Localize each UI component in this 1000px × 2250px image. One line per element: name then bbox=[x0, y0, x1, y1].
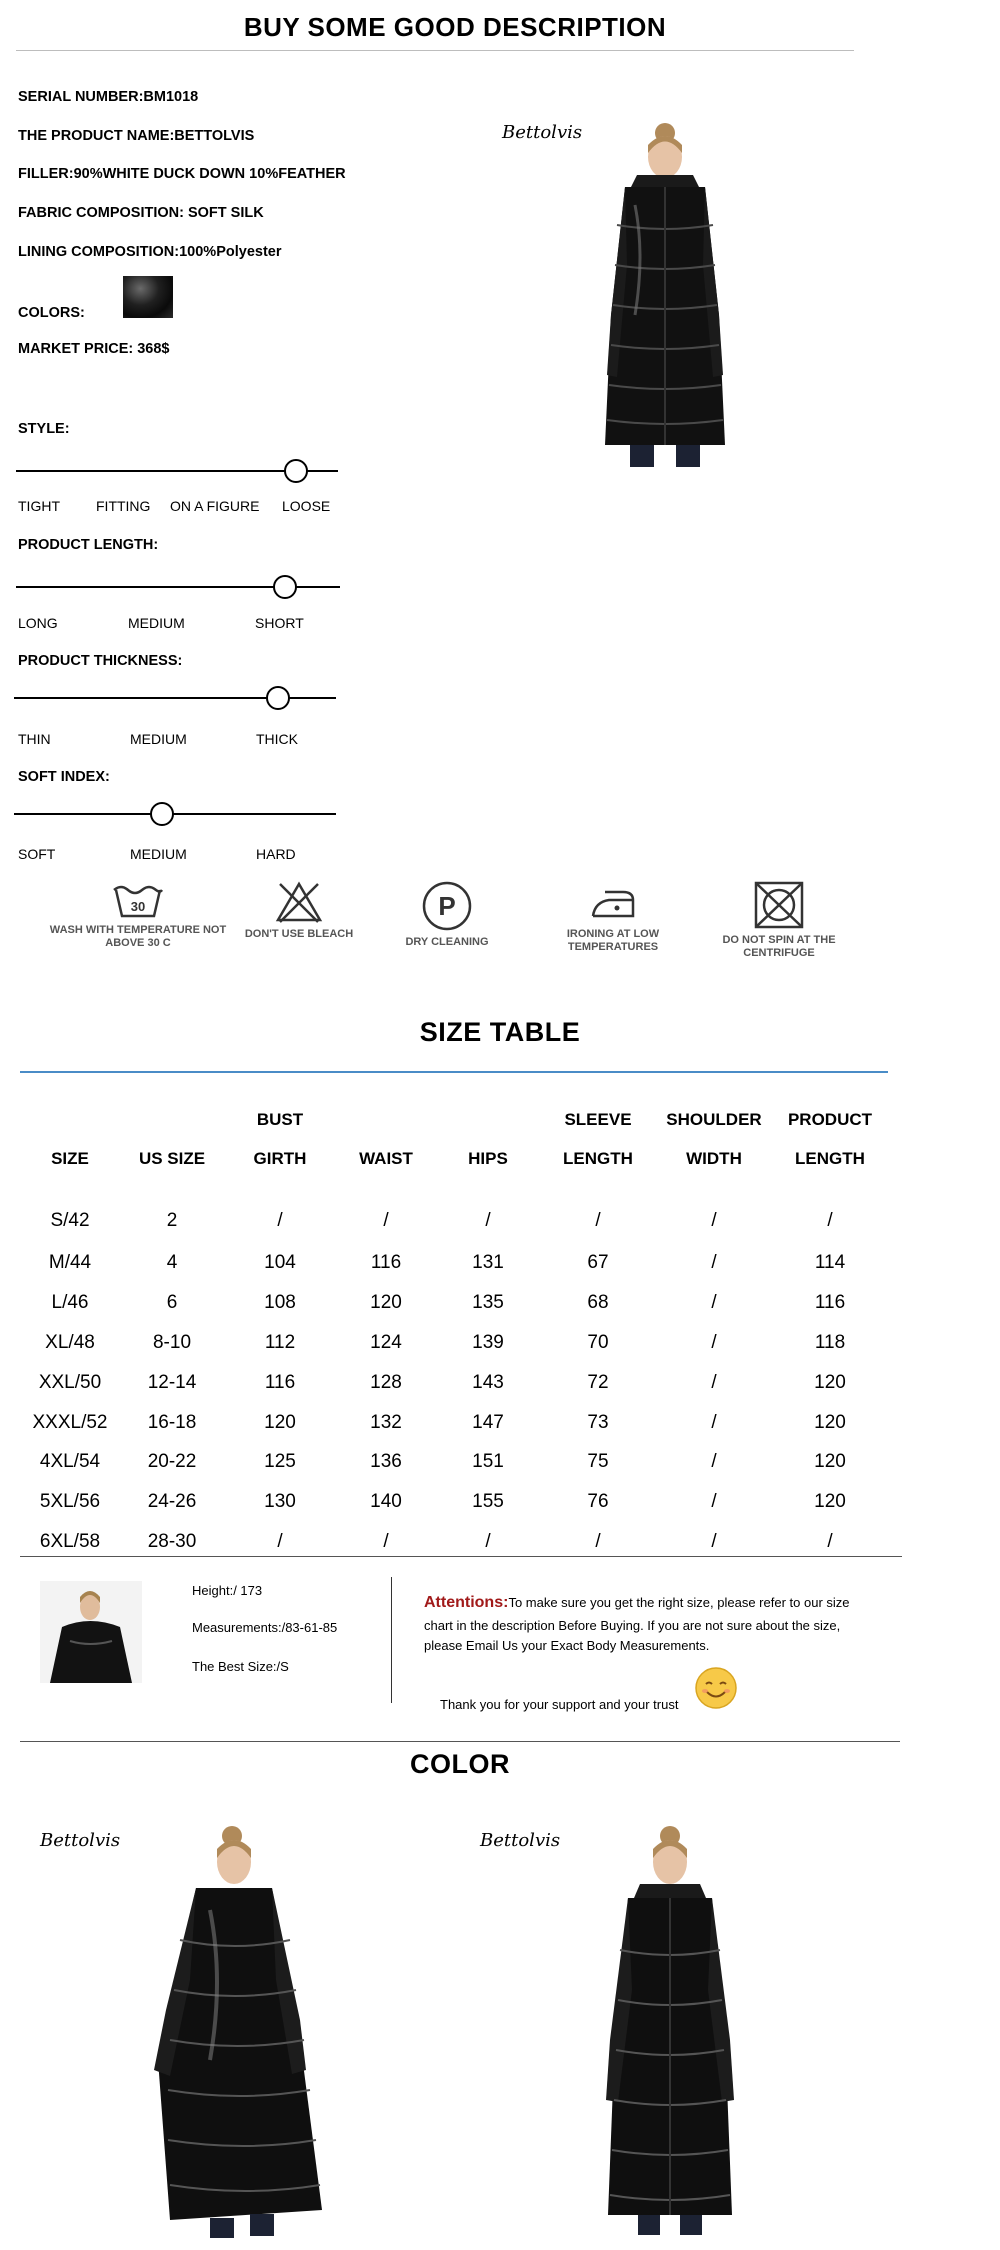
table-cell: / bbox=[711, 1332, 717, 1353]
length-tick: LONG bbox=[18, 615, 58, 631]
table-cell: 116 bbox=[370, 1252, 402, 1273]
table-cell: 120 bbox=[264, 1412, 296, 1433]
table-cell: 4XL/54 bbox=[39, 1451, 101, 1472]
care-spin bbox=[714, 880, 844, 960]
length-tick: SHORT bbox=[255, 615, 304, 631]
table-cell: / bbox=[711, 1292, 717, 1313]
brand-logo: Bettolvis bbox=[480, 1830, 561, 1851]
no-tumble-icon bbox=[753, 880, 805, 930]
table-cell: 116 bbox=[264, 1372, 296, 1393]
attention-line: chart in the description Before Buying. If you are not sure about the size, bbox=[424, 1617, 841, 1633]
table-cell: 4 bbox=[166, 1252, 178, 1273]
size-table-rule bbox=[20, 1071, 888, 1073]
table-cell: 116 bbox=[814, 1292, 846, 1313]
style-tick: TIGHT bbox=[18, 498, 60, 514]
attention-label: Attentions: bbox=[424, 1594, 509, 1611]
table-cell: 140 bbox=[370, 1491, 402, 1512]
table-cell: / bbox=[711, 1210, 717, 1231]
table-header: PRODUCT bbox=[787, 1110, 873, 1129]
table-cell: 120 bbox=[814, 1372, 846, 1393]
table-cell: / bbox=[827, 1531, 833, 1552]
filler: FILLER:90%WHITE DUCK DOWN 10%FEATHER bbox=[18, 166, 346, 182]
table-cell: / bbox=[485, 1531, 491, 1552]
attention-notice bbox=[424, 1590, 904, 1657]
table-cell: 28-30 bbox=[147, 1531, 197, 1552]
care-dry-text: DRY CLEANING bbox=[405, 936, 489, 948]
table-header: US SIZE bbox=[138, 1149, 206, 1168]
length-tick: MEDIUM bbox=[128, 615, 185, 631]
table-cell: 8-10 bbox=[152, 1332, 192, 1353]
care-iron-text: IRONING AT LOW TEMPERATURES bbox=[566, 928, 660, 954]
table-cell: 120 bbox=[814, 1451, 846, 1472]
model-best-size: The Best Size:/S bbox=[192, 1659, 289, 1674]
table-cell: 120 bbox=[814, 1412, 846, 1433]
table-cell: / bbox=[277, 1210, 283, 1231]
table-cell: 73 bbox=[587, 1412, 609, 1433]
product-photo-main bbox=[575, 115, 755, 475]
table-cell: 5XL/56 bbox=[39, 1491, 101, 1512]
table-cell: 120 bbox=[370, 1292, 402, 1313]
table-cell: / bbox=[711, 1531, 717, 1552]
table-cell: 6XL/58 bbox=[39, 1531, 101, 1552]
table-cell: / bbox=[595, 1210, 601, 1231]
care-dry bbox=[392, 880, 502, 949]
table-cell: 6 bbox=[166, 1292, 178, 1313]
serial-number: SERIAL NUMBER:BM1018 bbox=[18, 89, 199, 105]
length-label: PRODUCT LENGTH: bbox=[18, 537, 159, 553]
table-header: HIPS bbox=[468, 1149, 508, 1168]
style-tick: ON A FIGURE bbox=[170, 498, 260, 514]
care-bleach-text: DON'T USE BLEACH bbox=[244, 928, 354, 940]
table-cell: XXXL/52 bbox=[32, 1412, 108, 1433]
table-cell: S/42 bbox=[50, 1210, 90, 1231]
table-cell: 112 bbox=[264, 1332, 296, 1353]
attention-line: To make sure you get the right size, please refer to our size bbox=[508, 1595, 850, 1610]
lining-composition: LINING COMPOSITION:100%Polyester bbox=[18, 244, 282, 260]
care-bleach bbox=[234, 880, 364, 941]
color-rule bbox=[20, 1741, 900, 1742]
wash-30-icon bbox=[112, 880, 164, 920]
soft-slider-knob[interactable] bbox=[150, 802, 174, 826]
table-cell: 12-14 bbox=[147, 1372, 197, 1393]
table-cell: 136 bbox=[370, 1451, 402, 1472]
smile-emoji-icon bbox=[694, 1666, 738, 1710]
table-cell: / bbox=[827, 1210, 833, 1231]
table-cell: 135 bbox=[472, 1292, 504, 1313]
style-label: STYLE: bbox=[18, 421, 70, 437]
brand-logo: Bettolvis bbox=[40, 1830, 121, 1851]
attention-line: please Email Us your Exact Body Measurements. bbox=[424, 1638, 710, 1654]
table-cell: / bbox=[383, 1210, 389, 1231]
soft-slider-track bbox=[14, 813, 336, 815]
wash-temp: 30 bbox=[130, 899, 146, 914]
table-cell: 20-22 bbox=[147, 1451, 197, 1472]
table-cell: 75 bbox=[587, 1451, 609, 1472]
table-cell: / bbox=[711, 1451, 717, 1472]
table-cell: / bbox=[711, 1491, 717, 1512]
color-photo-black-left[interactable] bbox=[140, 1820, 340, 2240]
table-cell: L/46 bbox=[51, 1292, 89, 1313]
table-cell: / bbox=[277, 1531, 283, 1552]
style-tick: FITTING bbox=[96, 498, 151, 514]
table-cell: 128 bbox=[370, 1372, 402, 1393]
table-cell: M/44 bbox=[48, 1252, 92, 1273]
table-cell: 151 bbox=[472, 1451, 504, 1472]
table-cell: 118 bbox=[814, 1332, 846, 1353]
thanks-text: Thank you for your support and your trust bbox=[440, 1697, 679, 1712]
size-table-title: SIZE TABLE bbox=[419, 1017, 581, 1047]
soft-tick: SOFT bbox=[18, 846, 56, 862]
table-bottom-rule bbox=[20, 1556, 902, 1557]
soft-index-label: SOFT INDEX: bbox=[18, 769, 110, 785]
table-cell: 16-18 bbox=[147, 1412, 197, 1433]
table-cell: 130 bbox=[264, 1491, 296, 1512]
thickness-tick: THIN bbox=[18, 731, 51, 747]
care-iron bbox=[548, 880, 678, 954]
soft-tick: HARD bbox=[256, 846, 296, 862]
table-cell: 108 bbox=[264, 1292, 296, 1313]
table-header: GIRTH bbox=[253, 1149, 307, 1168]
soft-tick: MEDIUM bbox=[130, 846, 187, 862]
table-cell: 70 bbox=[587, 1332, 609, 1353]
table-header: LENGTH bbox=[563, 1149, 633, 1168]
info-divider bbox=[391, 1577, 392, 1703]
thickness-slider-knob[interactable] bbox=[266, 686, 290, 710]
table-cell: 147 bbox=[472, 1412, 504, 1433]
table-header: SLEEVE bbox=[564, 1110, 632, 1129]
title-divider bbox=[16, 50, 854, 51]
fabric-composition: FABRIC COMPOSITION: SOFT SILK bbox=[18, 205, 264, 221]
color-swatch-black[interactable] bbox=[123, 276, 173, 318]
colors-label: COLORS: bbox=[18, 305, 85, 321]
table-cell: 139 bbox=[472, 1332, 504, 1353]
model-measurements: Measurements:/83-61-85 bbox=[192, 1620, 338, 1635]
table-cell: 155 bbox=[472, 1491, 504, 1512]
table-cell: 68 bbox=[587, 1292, 609, 1313]
table-cell: 24-26 bbox=[147, 1491, 197, 1512]
table-cell: 120 bbox=[814, 1491, 846, 1512]
thickness-tick: MEDIUM bbox=[130, 731, 187, 747]
table-cell: / bbox=[711, 1372, 717, 1393]
table-cell: 143 bbox=[472, 1372, 504, 1393]
table-cell: 114 bbox=[814, 1252, 846, 1273]
model-height: Height:/ 173 bbox=[192, 1583, 263, 1598]
table-cell: / bbox=[711, 1412, 717, 1433]
table-header: WIDTH bbox=[686, 1149, 742, 1168]
thickness-label: PRODUCT THICKNESS: bbox=[18, 653, 183, 669]
table-cell: 124 bbox=[370, 1332, 402, 1353]
model-thumbnail bbox=[40, 1581, 142, 1683]
length-slider-knob[interactable] bbox=[273, 575, 297, 599]
table-header: LENGTH bbox=[795, 1149, 865, 1168]
table-cell: / bbox=[595, 1531, 601, 1552]
table-cell: 132 bbox=[370, 1412, 402, 1433]
brand-logo: Bettolvis bbox=[502, 122, 583, 143]
table-cell: XXL/50 bbox=[38, 1372, 102, 1393]
color-photo-black-right[interactable] bbox=[580, 1820, 760, 2240]
care-spin-text: DO NOT SPIN AT THE CENTRIFUGE bbox=[722, 934, 836, 960]
table-cell: 125 bbox=[264, 1451, 296, 1472]
table-cell: XL/48 bbox=[45, 1332, 95, 1353]
style-tick: LOOSE bbox=[282, 498, 331, 514]
dry-clean-letter: P bbox=[438, 891, 456, 921]
iron-low-icon bbox=[587, 880, 639, 924]
table-cell: 72 bbox=[587, 1372, 609, 1393]
table-cell: / bbox=[711, 1252, 717, 1273]
table-header: SHOULDER bbox=[666, 1110, 762, 1129]
table-cell: / bbox=[383, 1531, 389, 1552]
market-price: MARKET PRICE: 368$ bbox=[18, 341, 170, 357]
style-slider-knob[interactable] bbox=[284, 459, 308, 483]
color-section-title: COLOR bbox=[410, 1749, 510, 1779]
table-cell: 67 bbox=[587, 1252, 609, 1273]
dry-clean-icon bbox=[421, 880, 473, 932]
table-header: SIZE bbox=[51, 1149, 89, 1168]
table-header: WAIST bbox=[359, 1149, 413, 1168]
care-wash bbox=[48, 880, 228, 950]
table-cell: 131 bbox=[472, 1252, 504, 1273]
table-cell: 76 bbox=[587, 1491, 609, 1512]
table-cell: 104 bbox=[264, 1252, 296, 1273]
thickness-tick: THICK bbox=[256, 731, 298, 747]
no-bleach-icon bbox=[274, 880, 324, 924]
product-name: THE PRODUCT NAME:BETTOLVIS bbox=[18, 128, 255, 144]
table-header: BUST bbox=[256, 1110, 304, 1129]
page-title: BUY SOME GOOD DESCRIPTION bbox=[243, 12, 667, 42]
care-wash-text: WASH WITH TEMPERATURE NOT ABOVE 30 C bbox=[49, 924, 227, 950]
table-cell: 2 bbox=[166, 1210, 178, 1231]
table-cell: / bbox=[485, 1210, 491, 1231]
